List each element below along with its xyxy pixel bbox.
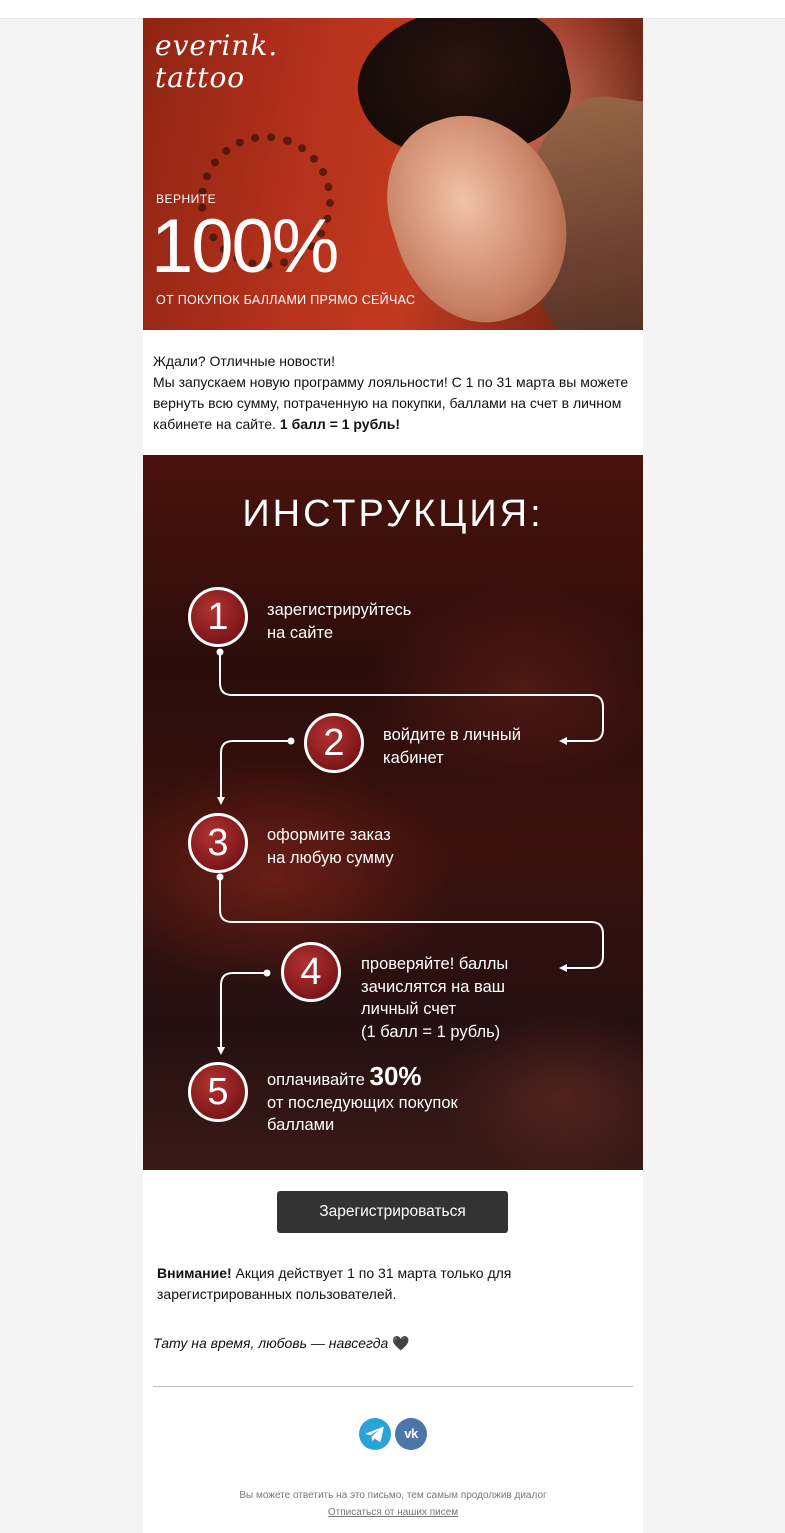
telegram-plane-icon xyxy=(359,1418,391,1450)
step-5-text xyxy=(267,1061,458,1137)
intro-paragraph xyxy=(153,372,635,435)
step-1-text: зарегистрируйтесь на сайте xyxy=(267,601,412,642)
intro-greeting: Ждали? Отличные новости! xyxy=(153,353,335,369)
step-5-circle: 5 xyxy=(188,1062,248,1122)
step-5-text-post: от последующих покупок баллами xyxy=(267,1093,458,1134)
intro-bold: 1 балл = 1 рубль! xyxy=(279,416,401,432)
footer-reply-text: Вы можете ответить на это письмо, тем самым продолжив диалог xyxy=(239,1490,547,1501)
tagline-text: Тату на время, любовь — навсегда xyxy=(153,1335,389,1351)
telegram-icon[interactable] xyxy=(359,1418,391,1450)
divider xyxy=(153,1386,633,1387)
hero-banner xyxy=(143,18,643,330)
step-4-circle: 4 xyxy=(281,942,341,1002)
intro-text xyxy=(153,351,635,435)
brand-logo xyxy=(155,30,278,94)
hero-big-title: 100% xyxy=(151,204,338,289)
notice-body: Акция действует 1 по 31 марта только для зарегистрированных пользователей. xyxy=(157,1265,512,1302)
intro-body: Мы запускаем новую программу лояльности! С 1 по 31 марта вы можете вернуть всю сумму, потраченную на покупки, баллами на счет в личном кабинете на сайте. xyxy=(153,374,629,432)
instruction-title: ИНСТРУКЦИЯ: xyxy=(242,493,544,535)
social-links xyxy=(359,1418,429,1450)
step-4-text: проверяйте! баллы зачислятся на ваш личный счет (1 балл = 1 рубль) xyxy=(361,955,509,1041)
register-button[interactable]: Зарегистрироваться xyxy=(277,1191,508,1233)
step-5-highlight: 30% xyxy=(369,1061,422,1091)
email-body xyxy=(143,18,643,1533)
step-2-text: войдите в личный кабинет xyxy=(383,726,521,767)
logo-line-2: tattoo xyxy=(155,61,246,94)
logo-line-1: everink. xyxy=(155,29,279,62)
heart-icon: 🖤 xyxy=(392,1335,410,1351)
unsubscribe-link[interactable]: Отписаться от наших писем xyxy=(327,1507,459,1518)
step-2-circle: 2 xyxy=(304,713,364,773)
step-3-text: оформите заказ на любую сумму xyxy=(267,826,394,867)
hero-pre-title: ВЕРНИТЕ xyxy=(156,192,217,206)
step-5-text-pre: оплачивайте xyxy=(267,1071,370,1089)
tagline xyxy=(153,1335,410,1352)
vk-icon[interactable]: vk xyxy=(395,1418,427,1450)
top-bar xyxy=(0,0,785,19)
notice-text xyxy=(157,1263,627,1305)
step-3-circle: 3 xyxy=(188,813,248,873)
instruction-block xyxy=(143,455,643,1170)
hero-subtitle: ОТ ПОКУПОК БАЛЛАМИ ПРЯМО СЕЙЧАС xyxy=(156,293,416,307)
notice-bold: Внимание! xyxy=(157,1265,232,1281)
step-1-circle: 1 xyxy=(188,587,248,647)
footer xyxy=(143,1487,643,1521)
